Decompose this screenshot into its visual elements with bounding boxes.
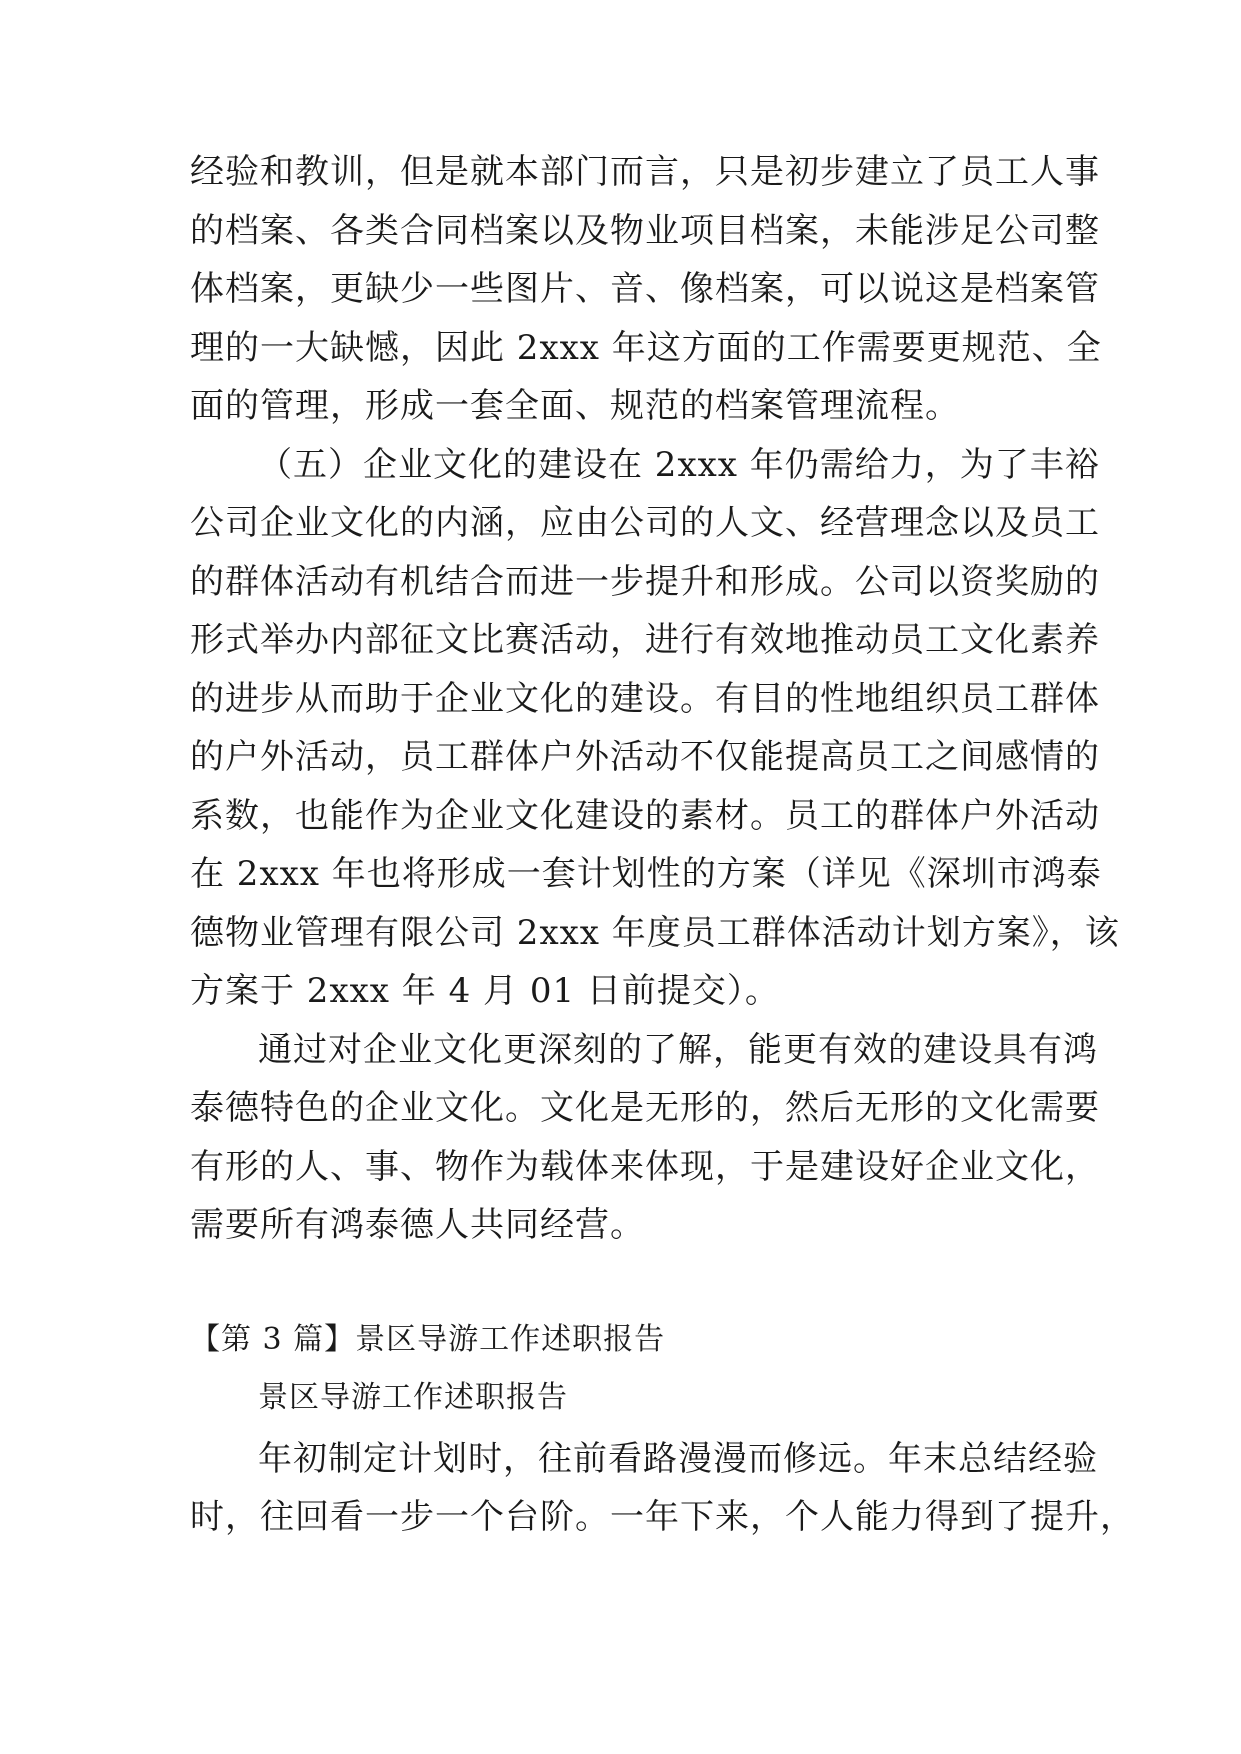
paragraph-2-line-10: 方案于 2xxx 年 4 月 01 日前提交）。 <box>190 971 780 1011</box>
paragraph-2-line-2: 公司企业文化的内涵，应由公司的人文、经营理念以及员工 <box>190 503 1100 543</box>
paragraph-1-line-2: 的档案、各类合同档案以及物业项目档案，未能涉足公司整 <box>190 211 1100 251</box>
paragraph-1-line-4: 理的一大缺憾，因此 2xxx 年这方面的工作需要更规范、全 <box>190 328 1102 368</box>
paragraph-2-line-5: 的进步从而助于企业文化的建设。有目的性地组织员工群体 <box>190 679 1100 719</box>
paragraph-2-line-7: 系数，也能作为企业文化建设的素材。员工的群体户外活动 <box>190 796 1100 836</box>
paragraph-2-line-9: 德物业管理有限公司 2xxx 年度员工群体活动计划方案》，该 <box>190 913 1120 953</box>
paragraph-3-line-4: 需要所有鸿泰德人共同经营。 <box>190 1205 645 1245</box>
paragraph-2-line-8: 在 2xxx 年也将形成一套计划性的方案（详见《深圳市鸿泰 <box>190 854 1102 894</box>
final-paragraph-line-2: 时，往回看一步一个台阶。一年下来，个人能力得到了提升， <box>190 1497 1135 1537</box>
final-paragraph-line-1: 年初制定计划时，往前看路漫漫而修远。年末总结经验 <box>258 1439 1098 1479</box>
paragraph-3-line-3: 有形的人、事、物作为载体来体现，于是建设好企业文化， <box>190 1147 1100 1187</box>
paragraph-2-line-4: 形式举办内部征文比赛活动，进行有效地推动员工文化素养 <box>190 620 1100 660</box>
paragraph-1-line-5: 面的管理，形成一套全面、规范的档案管理流程。 <box>190 386 960 426</box>
paragraph-2-line-6: 的户外活动，员工群体户外活动不仅能提高员工之间感情的 <box>190 737 1100 777</box>
paragraph-3-line-2: 泰德特色的企业文化。文化是无形的，然后无形的文化需要 <box>190 1088 1100 1128</box>
section-heading: 【第 3 篇】景区导游工作述职报告 <box>190 1322 666 1357</box>
paragraph-3-line-1: 通过对企业文化更深刻的了解，能更有效的建设具有鸿 <box>258 1030 1098 1070</box>
paragraph-2-line-3: 的群体活动有机结合而进一步提升和形成。公司以资奖励的 <box>190 562 1100 602</box>
paragraph-1-line-1: 经验和教训，但是就本部门而言，只是初步建立了员工人事 <box>190 152 1100 192</box>
paragraph-2-line-1: （五）企业文化的建设在 2xxx 年仍需给力，为了丰裕 <box>258 445 1100 485</box>
paragraph-1-line-3: 体档案，更缺少一些图片、音、像档案，可以说这是档案管 <box>190 269 1100 309</box>
section-subtitle: 景区导游工作述职报告 <box>258 1380 568 1415</box>
